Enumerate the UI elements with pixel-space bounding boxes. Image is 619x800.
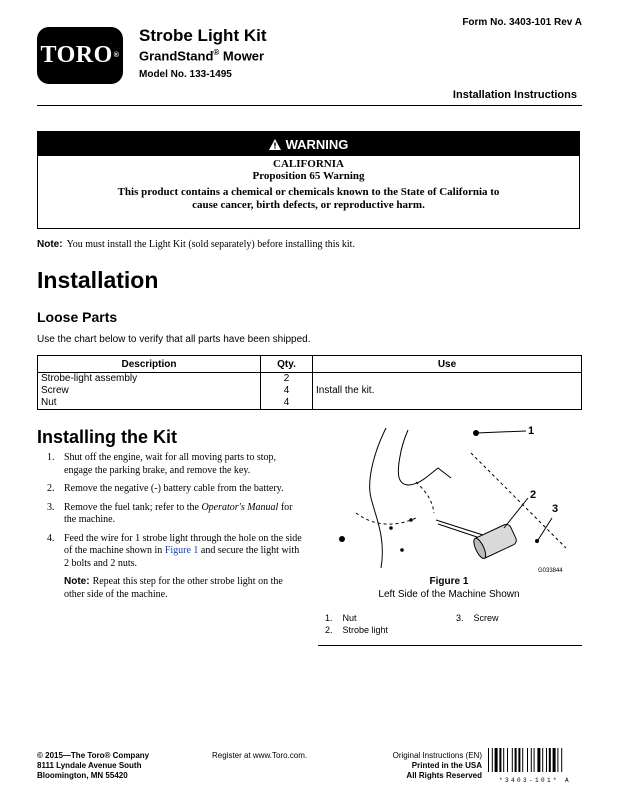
barcode-bar bbox=[518, 748, 520, 772]
legend-item: 3. Screw bbox=[456, 613, 499, 623]
step-item: 4. Feed the wire for 1 strobe light through the hole on the side of the machine shown in Figure 1 and secure the light with 2 bolts and 2 nuts. bbox=[47, 532, 302, 569]
warning-banner bbox=[38, 132, 579, 156]
step-item: 2. Remove the negative (-) battery cable from the battery. bbox=[47, 483, 284, 494]
barcode-bar bbox=[531, 748, 532, 772]
model-number: Model No. 133-1495 bbox=[139, 69, 232, 80]
barcode-bar bbox=[495, 748, 498, 772]
part-qty: 4 bbox=[261, 397, 313, 410]
barcode-bar bbox=[492, 748, 493, 772]
hole-marker bbox=[389, 526, 393, 530]
nut-part bbox=[339, 536, 345, 542]
step-note: Note: Repeat this step for the other strobe light on the other side of the machine. bbox=[64, 576, 283, 600]
parts-table bbox=[37, 355, 582, 410]
callout-2: 2 bbox=[530, 489, 537, 501]
callout-leader-2 bbox=[504, 498, 528, 528]
part-description: Screw bbox=[38, 385, 261, 397]
warning-text-line1: This product contains a chemical or chemicals known to the State of California to bbox=[117, 186, 500, 198]
barcode-bar bbox=[549, 748, 551, 772]
barcode-bars bbox=[488, 748, 582, 772]
barcode-bar bbox=[527, 748, 528, 772]
barcode-bar bbox=[557, 748, 558, 772]
warning-label: WARNING bbox=[285, 136, 349, 152]
figure-1-illustration bbox=[316, 418, 582, 578]
barcode-bar bbox=[503, 748, 504, 772]
barcode-bar bbox=[499, 748, 501, 772]
loose-parts-intro: Use the chart below to verify that all parts have been shipped. bbox=[37, 334, 311, 345]
hole-marker bbox=[409, 518, 413, 522]
barcode-bar bbox=[534, 748, 535, 772]
barcode-bar bbox=[488, 748, 489, 772]
figure-caption bbox=[316, 576, 582, 600]
figure-caption-subtitle: Left Side of the Machine Shown bbox=[378, 589, 520, 600]
machine-bracket bbox=[398, 430, 428, 485]
legend-item: 1. Nut bbox=[325, 613, 357, 623]
callout-leader-3 bbox=[538, 518, 552, 540]
part-qty: 2 bbox=[261, 373, 313, 386]
header-qty: Qty. bbox=[261, 356, 313, 373]
hole-line bbox=[356, 513, 416, 524]
callout-1: 1 bbox=[528, 425, 535, 437]
figure-1-link[interactable]: Figure 1 bbox=[164, 545, 199, 556]
warning-state: CALIFORNIA bbox=[273, 158, 344, 170]
barcode-bar bbox=[561, 748, 562, 772]
barcode-bar bbox=[537, 748, 540, 772]
step-item: 1. Shut off the engine, wait for all moving parts to stop, engage the parking brake, and remove the key. bbox=[47, 452, 277, 476]
logo-registered-mark: ® bbox=[113, 52, 120, 59]
barcode-bar bbox=[512, 748, 513, 772]
table-row bbox=[38, 373, 582, 386]
legend-item: 2. Strobe light bbox=[325, 625, 389, 635]
machine-panel-edge bbox=[370, 428, 386, 568]
form-number: Form No. 3403-101 Rev A bbox=[462, 17, 582, 28]
part-qty: 4 bbox=[261, 385, 313, 397]
strobe-light bbox=[471, 523, 517, 560]
barcode-bar bbox=[542, 748, 543, 772]
document-subtitle: GrandStand® Mower bbox=[139, 48, 265, 64]
warning-triangle-icon bbox=[269, 139, 281, 150]
screw-part bbox=[535, 539, 539, 543]
barcode-digits: *3403-101* A bbox=[498, 777, 571, 784]
document-title: Strobe Light Kit bbox=[139, 26, 267, 45]
footer-print-info: Original Instructions (EN) Printed in the USA All Rights Reserved bbox=[392, 751, 482, 780]
parts-table-header bbox=[38, 356, 582, 373]
figure-divider bbox=[318, 645, 582, 646]
part-use: Install the kit. bbox=[313, 373, 582, 410]
installation-steps bbox=[37, 452, 303, 576]
loose-parts-heading: Loose Parts bbox=[37, 309, 118, 325]
barcode-bar bbox=[515, 748, 517, 772]
barcode-bar bbox=[546, 748, 547, 772]
header-use: Use bbox=[313, 356, 582, 373]
wire-route bbox=[416, 482, 434, 513]
note-top: Note: You must install the Light Kit (sold separately) before installing this kit. bbox=[37, 239, 355, 250]
footer-register: Register at www.Toro.com. bbox=[212, 751, 308, 760]
barcode bbox=[488, 748, 582, 784]
header-divider bbox=[37, 105, 582, 106]
hole-marker bbox=[400, 548, 404, 552]
warning-proposition: Proposition 65 Warning bbox=[252, 170, 365, 182]
callout-3: 3 bbox=[552, 503, 559, 515]
warning-text-line2: cause cancer, birth defects, or reproductive harm. bbox=[192, 199, 425, 211]
logo-text: TORO bbox=[40, 42, 113, 68]
figure-caption-title: Figure 1 bbox=[429, 576, 469, 587]
toro-logo bbox=[37, 27, 123, 84]
wire bbox=[436, 520, 486, 536]
part-description: Nut bbox=[38, 397, 261, 410]
barcode-bar bbox=[553, 748, 556, 772]
barcode-bar bbox=[522, 748, 523, 772]
footer-company: © 2015—The Toro® Company 8111 Lyndale Avenue South Bloomington, MN 55420 bbox=[37, 751, 150, 780]
installing-kit-heading: Installing the Kit bbox=[37, 427, 178, 447]
figure-code: G033844 bbox=[538, 568, 563, 574]
part-description: Strobe-light assembly bbox=[38, 373, 261, 386]
callout-leader-1 bbox=[476, 431, 526, 433]
header-description: Description bbox=[38, 356, 261, 373]
machine-bracket-top bbox=[428, 468, 451, 478]
nut-part bbox=[473, 430, 479, 436]
document-type: Installation Instructions bbox=[452, 89, 577, 101]
step-item: 3. Remove the fuel tank; refer to the Operator's Manual for the machine. bbox=[47, 501, 293, 525]
barcode-bar bbox=[507, 748, 508, 772]
installation-heading: Installation bbox=[37, 267, 159, 293]
